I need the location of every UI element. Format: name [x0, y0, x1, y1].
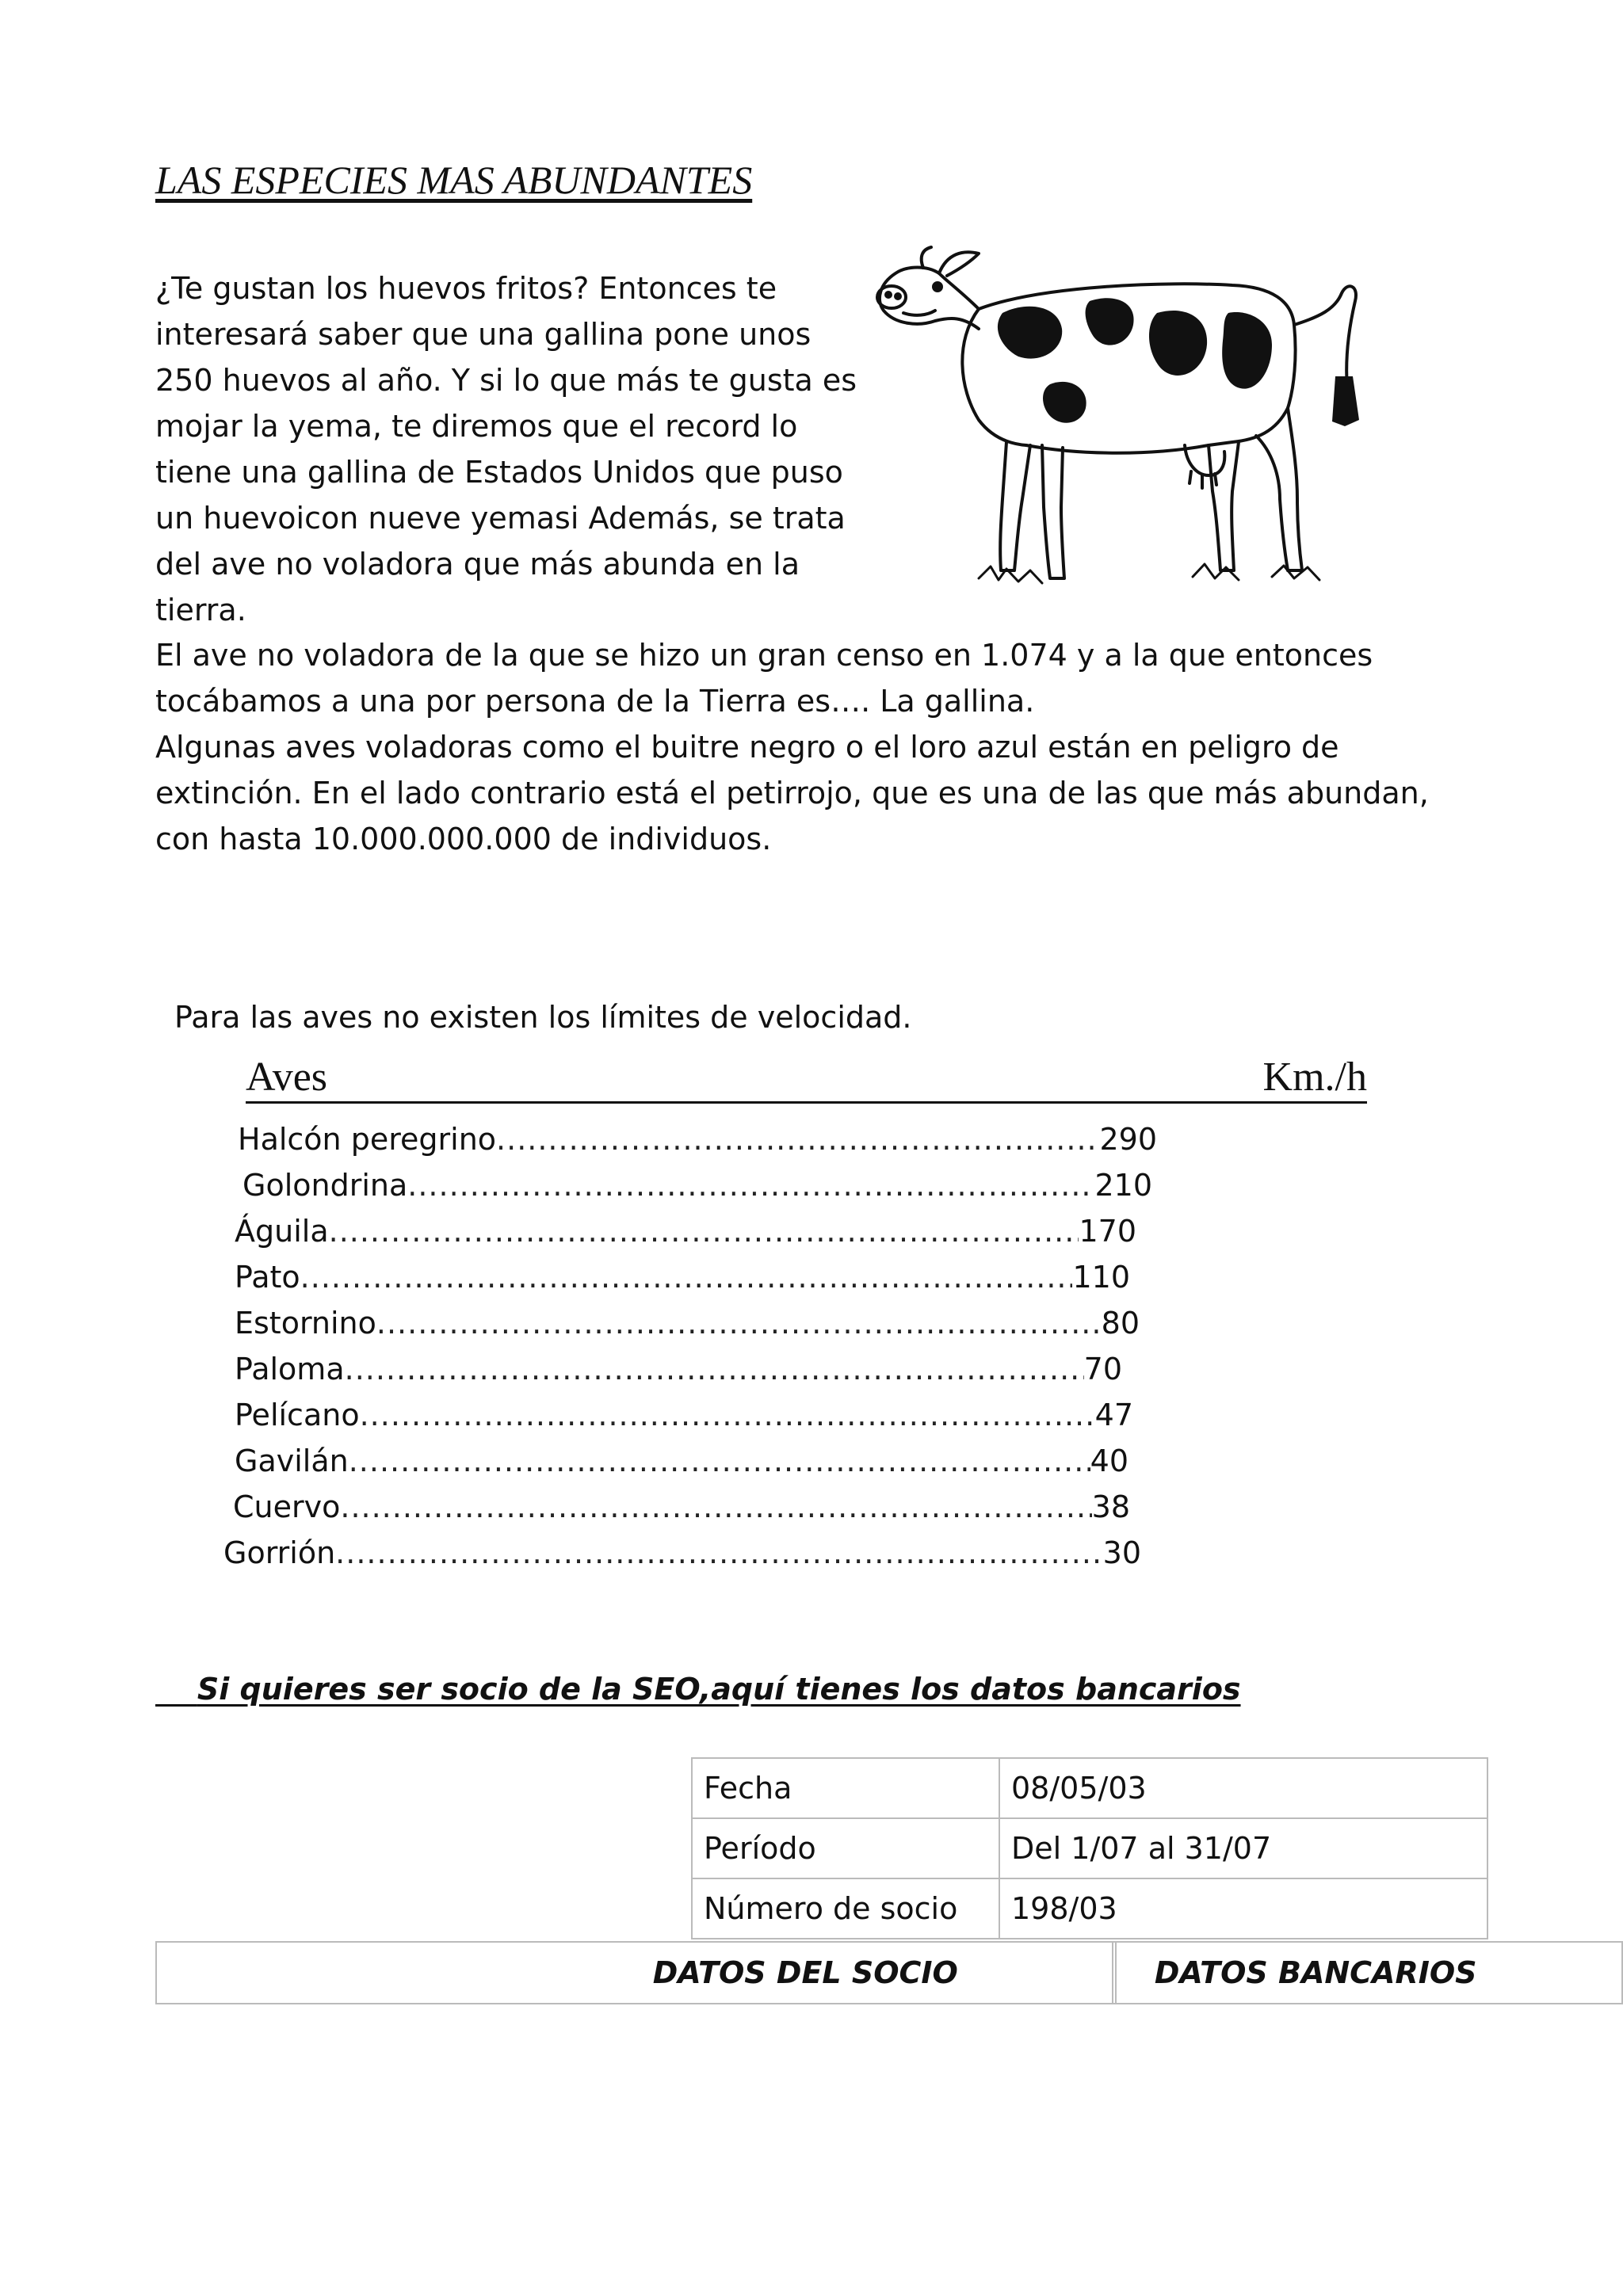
bird-speed: 170 — [1079, 1214, 1136, 1249]
speed-row — [242, 1163, 1152, 1207]
unit-column-header: Km./h — [1262, 1055, 1367, 1100]
membership-info-table — [691, 1757, 1488, 1939]
bird-name: Gorrión — [223, 1535, 336, 1570]
bird-speed: 110 — [1072, 1260, 1130, 1295]
birds-column-header: Aves — [246, 1055, 328, 1100]
table-row — [692, 1878, 1487, 1939]
speed-table-header — [246, 1054, 1367, 1104]
bird-speed: 40 — [1090, 1444, 1128, 1478]
intro-line: mojar la yema, te diremos que el record lo — [155, 409, 798, 444]
bird-name: Paloma — [235, 1352, 345, 1386]
speed-row — [223, 1531, 1141, 1575]
bird-speed: 80 — [1101, 1306, 1140, 1341]
speed-row — [235, 1209, 1136, 1253]
bird-speed: 210 — [1094, 1168, 1152, 1203]
bancarios-header: DATOS BANCARIOS — [1116, 1942, 1622, 2004]
info-value: 08/05/03 — [999, 1758, 1487, 1818]
bird-speed: 290 — [1099, 1122, 1157, 1157]
body-line: extinción. En el lado contrario está el petirrojo, que es una de las que más abundan, — [155, 776, 1429, 810]
bird-name: Gavilán — [235, 1444, 349, 1478]
cow-illustration-icon — [860, 238, 1415, 610]
bird-name: Halcón peregrino — [238, 1122, 497, 1157]
speed-row — [238, 1117, 1157, 1161]
leader-dots — [376, 1301, 1102, 1345]
bird-speed: 38 — [1091, 1489, 1130, 1524]
intro-line: del ave no voladora que más abunda en la — [155, 547, 800, 582]
bird-speed: 30 — [1102, 1535, 1141, 1570]
leader-dots — [349, 1439, 1090, 1483]
info-label: Número de socio — [692, 1878, 999, 1939]
info-label: Fecha — [692, 1758, 999, 1818]
leader-dots — [496, 1117, 1099, 1161]
seo-heading — [155, 1672, 1241, 1707]
page-title: LAS ESPECIES MAS ABUNDANTES — [155, 158, 753, 202]
leader-dots — [329, 1209, 1079, 1253]
body-line: Algunas aves voladoras como el buitre negro o el loro azul están en peligro de — [155, 730, 1339, 765]
speed-row — [235, 1301, 1140, 1345]
seo-heading-text: Si quieres ser socio de la SEO,aquí tienes los datos bancarios — [197, 1672, 1241, 1707]
speed-intro: Para las aves no existen los límites de velocidad. — [174, 1000, 912, 1035]
leader-dots — [345, 1347, 1084, 1391]
info-value: Del 1/07 al 31/07 — [999, 1818, 1487, 1878]
speed-row — [233, 1485, 1130, 1529]
leader-dots — [300, 1255, 1073, 1299]
socio-header: DATOS DEL SOCIO — [156, 1942, 1113, 2004]
bird-speed: 47 — [1094, 1398, 1133, 1432]
bird-name: Águila — [235, 1214, 329, 1249]
table-row — [692, 1818, 1487, 1878]
member-bank-table — [155, 1941, 1623, 2004]
speed-row — [235, 1393, 1133, 1437]
speed-row — [235, 1439, 1128, 1483]
intro-line: tiene una gallina de Estados Unidos que puso — [155, 455, 843, 490]
intro-paragraph — [155, 265, 857, 633]
intro-line: interesará saber que una gallina pone unos — [155, 317, 812, 352]
leader-dots — [407, 1163, 1094, 1207]
bird-name: Estornino — [235, 1306, 376, 1341]
leader-dots — [335, 1531, 1102, 1575]
intro-line: ¿Te gustan los huevos fritos? Entonces te — [155, 271, 777, 306]
intro-line: un huevoicon nueve yemasi Además, se trata — [155, 501, 846, 536]
intro-line: tierra. — [155, 593, 246, 627]
info-value: 198/03 — [999, 1878, 1487, 1939]
body-line: El ave no voladora de la que se hizo un gran censo en 1.074 y a la que entonces — [155, 638, 1373, 673]
table-row — [156, 1942, 1622, 2004]
bird-name: Cuervo — [233, 1489, 341, 1524]
leader-dots — [340, 1485, 1091, 1529]
intro-line: 250 huevos al año. Y si lo que más te gusta es — [155, 363, 857, 398]
bird-name: Golondrina — [242, 1168, 408, 1203]
body-line: con hasta 10.000.000.000 de individuos. — [155, 822, 772, 856]
body-paragraph — [155, 632, 1542, 862]
speed-row — [235, 1255, 1130, 1299]
body-line: tocábamos a una por persona de la Tierra es…. La gallina. — [155, 684, 1035, 719]
speed-row — [235, 1347, 1122, 1391]
bird-name: Pato — [235, 1260, 300, 1295]
info-label: Período — [692, 1818, 999, 1878]
leader-dots — [360, 1393, 1095, 1437]
table-row — [692, 1758, 1487, 1818]
bird-name: Pelícano — [235, 1398, 360, 1432]
bird-speed: 70 — [1083, 1352, 1122, 1386]
